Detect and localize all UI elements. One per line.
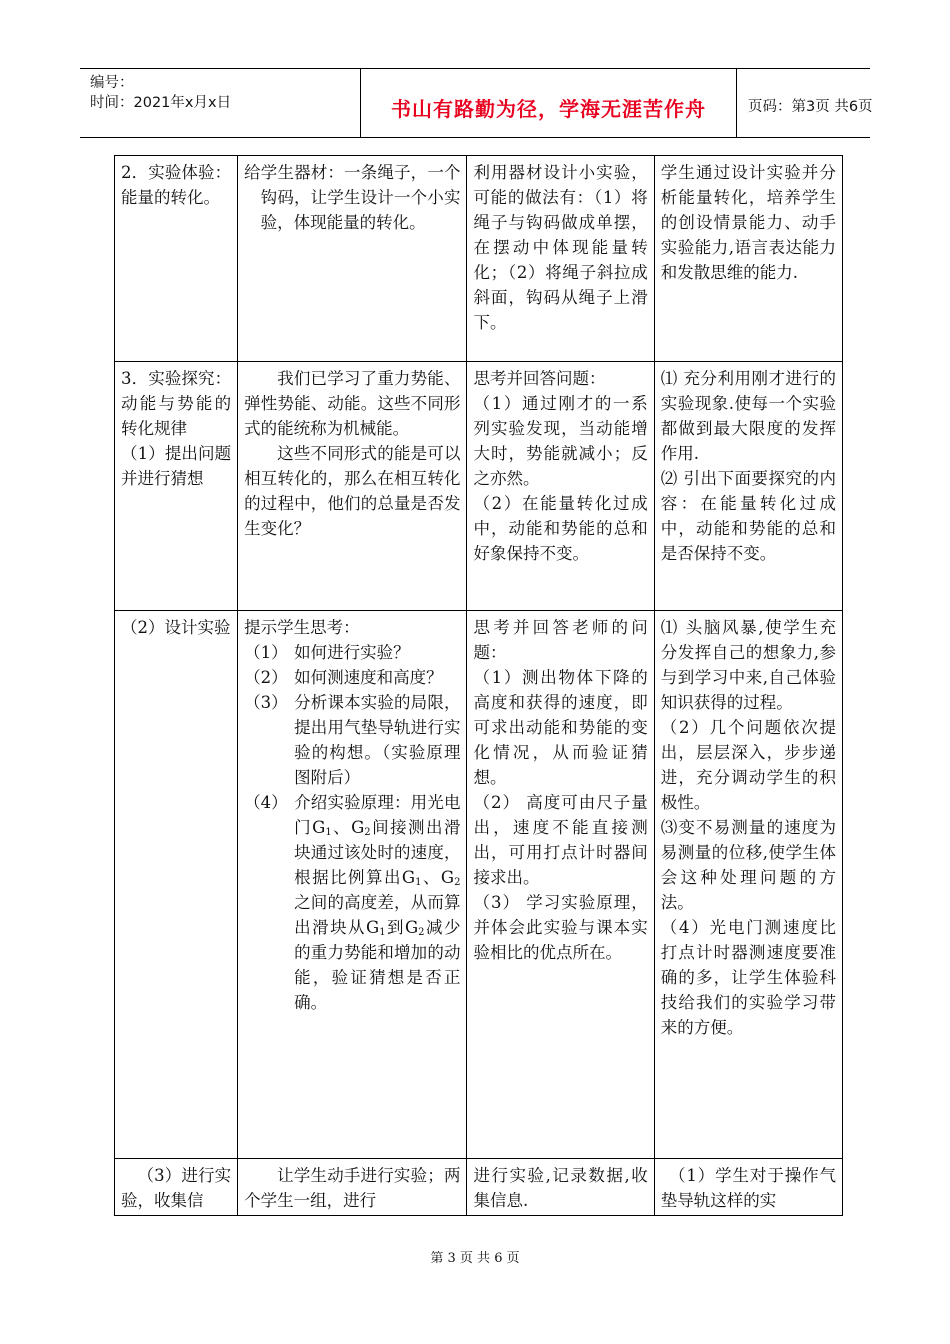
doc-number-label: 编号： — [90, 75, 134, 91]
cell-text: ⑴ 充分利用刚才进行的实验现象.使每一个实验都做到最大限度的发挥作用. — [660, 369, 836, 463]
row1-teacher-cell — [238, 156, 467, 362]
row1-student-cell — [467, 156, 654, 362]
page-footer: 第 3 页 共 6 页 — [430, 1251, 520, 1266]
row2-teacher-cell — [238, 362, 467, 611]
cell-text: 给学生器材：一条绳子，一个钩码，让学生设计一个小实验，体现能量的转化。 — [244, 163, 461, 232]
row3-step-cell — [115, 611, 238, 1159]
row2-step-cell — [115, 362, 238, 611]
cell-text: 我们已学习了重力势能、弹性势能、动能。这些不同形式的能统称为机械能。 — [244, 369, 461, 438]
cell-text: （1）学生对于操作气垫导轨这样的实 — [660, 1166, 836, 1210]
list-text: 分析课本实验的局限，提出用气垫导轨进行实验的构想。（实验原理图附后） — [294, 693, 461, 787]
row3-student-cell — [467, 611, 654, 1159]
cell-text: 让学生动手进行实验；两个学生一组，进行 — [244, 1166, 461, 1210]
header-meta — [90, 73, 285, 113]
list-text — [294, 790, 460, 1015]
table-row — [115, 611, 843, 1159]
row1-step-cell — [115, 156, 238, 362]
cell-text: 3．实验探究：动能与势能的转化规律 — [121, 369, 232, 438]
list-text: 如何测速度和高度？ — [294, 668, 443, 687]
cell-text: （2） 高度可由尺子量出，速度不能直接测出，可用打点计时器间接求出。 — [473, 793, 648, 887]
cell-text: （1）提出问题并进行猜想 — [121, 444, 232, 488]
cell-text: 思考并回答老师的问题： — [473, 618, 648, 662]
cell-text: ⑴ 头脑风暴,使学生充分发挥自己的想象力,参与到学习中来,自己体验知识获得的过程。 — [660, 618, 836, 712]
text-run: 、G — [421, 868, 455, 887]
text-run: 到G — [385, 918, 419, 937]
row4-step-cell — [115, 1159, 238, 1216]
cell-text: （2）在能量转化过成中，动能和势能的总和好象保持不变。 — [473, 494, 648, 563]
cell-text: 学生通过设计实验并分析能量转化，培养学生的创设情景能力、动手实验能力,语言表达能力和发散思维的能力. — [660, 163, 836, 282]
cell-text: （2）几个问题依次提出，层层深入，步步递进，充分调动学生的积极性。 — [660, 718, 836, 812]
list-text: 如何进行实验？ — [294, 643, 410, 662]
lesson-table — [114, 155, 843, 1216]
row2-student-cell — [467, 362, 654, 611]
cell-text: ⑵ 引出下面要探究的内容：在能量转化过成中，动能和势能的总和是否保持不变。 — [660, 469, 836, 563]
cell-text: 2．实验体验：能量的转化。 — [121, 163, 232, 207]
header-page-label: 页码：第3页 共6页 — [748, 99, 873, 115]
row3-teacher-cell — [238, 611, 467, 1159]
list-item — [244, 665, 460, 690]
row4-purpose-cell — [654, 1159, 842, 1216]
text-run: 之间的高度差，从而算出滑块从G — [294, 893, 461, 937]
cell-text: （3） 学习实验原理，并体会此实验与课本实验相比的优点所在。 — [473, 893, 648, 962]
table-row — [115, 156, 843, 362]
cell-text: （4）光电门测速度比打点计时器测速度要准确的多，让学生体验科技给我们的实验学习带来的方便。 — [660, 918, 836, 1037]
list-number: （4） — [244, 793, 288, 812]
table-row — [115, 362, 843, 611]
row3-purpose-cell — [654, 611, 842, 1159]
subscript: 1 — [379, 927, 386, 938]
subscript: 2 — [364, 827, 371, 838]
list-item — [244, 690, 460, 790]
text-run: 间接测出滑块通过该处时的速度，根据比例算出G — [294, 818, 461, 887]
header-motto-cell — [360, 69, 737, 137]
row1-purpose-cell — [654, 156, 842, 362]
cell-text: 利用器材设计小实验，可能的做法有：（1）将绳子与钩码做成单摆，在摆动中体现能量转化；（2）将绳子斜拉成斜面，钩码从绳子上滑下。 — [473, 163, 648, 332]
cell-text: 这些不同形式的能是可以相互转化的，那么在相互转化的过程中，他们的总量是否发生变化？ — [244, 444, 461, 538]
text-run: 、G — [331, 818, 365, 837]
motto-text: 书山有路勤为径，学海无涯苦作舟 — [391, 97, 706, 121]
cell-text: （1）通过刚才的一系列实验发现，当动能增大时，势能就减小；反之亦然。 — [473, 394, 648, 488]
cell-text: 提示学生思考： — [244, 618, 360, 637]
page-header — [80, 68, 873, 138]
list-number: （2） — [244, 668, 288, 687]
subscript: 1 — [415, 877, 422, 888]
row2-purpose-cell — [654, 362, 842, 611]
cell-text: （1）测出物体下降的高度和获得的速度，即可求出动能和势能的变化情况，从而验证猜想。 — [473, 668, 648, 787]
list-item — [244, 790, 460, 1015]
table-row — [115, 1159, 843, 1216]
row4-teacher-cell — [238, 1159, 467, 1216]
subscript: 1 — [325, 827, 332, 838]
cell-text: 进行实验,记录数据,收集信息. — [473, 1166, 648, 1210]
list-item — [244, 640, 460, 665]
text-run: 减少的重力势能和增加的动能，验证猜想是否正确。 — [294, 918, 461, 1012]
cell-text: 思考并回答问题： — [473, 369, 606, 388]
text-run: 介绍实验原理：用光电门G — [294, 793, 461, 837]
cell-text: ⑶变不易测量的速度为易测量的位移,使学生体会这种处理问题的方法。 — [660, 818, 836, 912]
list-number: （1） — [244, 643, 288, 662]
cell-text: （3）进行实验，收集信 — [121, 1166, 232, 1210]
cell-text: （2）设计实验 — [121, 618, 231, 637]
subscript: 2 — [454, 877, 461, 888]
row4-student-cell — [467, 1159, 654, 1216]
subscript: 2 — [418, 927, 425, 938]
doc-date-label: 时间：2021年x月x日 — [90, 95, 232, 111]
list-number: （3） — [244, 693, 288, 712]
